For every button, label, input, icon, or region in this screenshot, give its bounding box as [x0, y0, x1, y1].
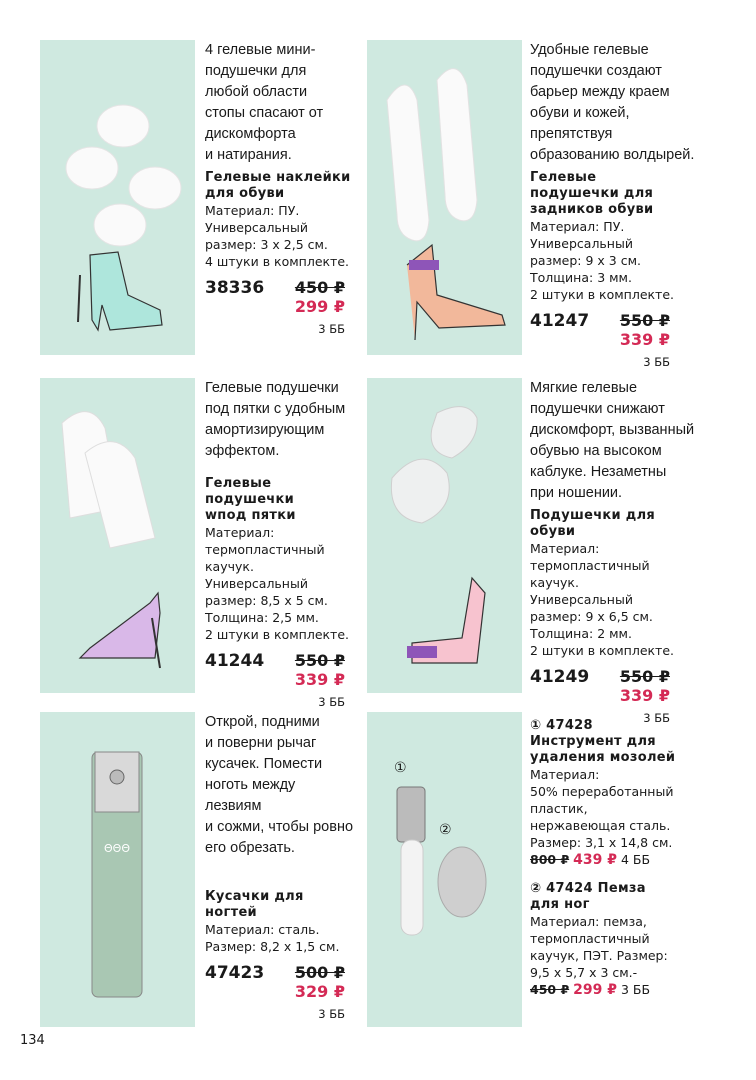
sale-price: 339 ₽	[294, 670, 345, 689]
bonus-points: 3 ББ	[318, 1007, 345, 1021]
product-specs: Материал: ПУ. Универсальный размер: 9 х 3 см. Толщина: 3 мм. 2 штуки в комплекте.	[530, 219, 675, 302]
old-price: 550 ₽	[619, 311, 670, 330]
product-specs: Материал: термопластичный каучук. Универсальный размер: 8,5 х 5 см. Толщина: 2,5 мм. 2 штуки в комплекте.	[205, 525, 350, 642]
product-panel-3	[40, 378, 195, 693]
heel-cushions-illustration	[40, 378, 195, 693]
old-price: 500 ₽	[294, 963, 345, 982]
page-number: 134	[20, 1033, 45, 1048]
product-description: Удобные гелевые подушечки создают барьер между краем обуви и кожей, препятствуя образованию волдырей.	[530, 42, 695, 163]
gel-stickers-illustration	[40, 40, 195, 355]
nail-clipper-illustration	[40, 712, 195, 1027]
product-info-1	[205, 40, 355, 336]
product-code: 41249	[530, 667, 590, 687]
callus-tool-title: ① 47428 Инструмент для удаления мозолей	[530, 718, 676, 765]
marker-2: ②	[439, 822, 452, 838]
sale-price: 339 ₽	[619, 686, 670, 705]
price-row	[530, 311, 670, 349]
bonus-points: 4 ББ	[620, 852, 651, 867]
pumice-title: ② 47424 Пемза для ног	[530, 881, 646, 912]
old-price: 800 ₽	[530, 852, 570, 867]
bonus-points: 3 ББ	[620, 982, 651, 997]
product-code: 41244	[205, 651, 265, 671]
heel-pads-illustration	[367, 40, 522, 355]
product-description: 4 гелевые мини- подушечки для любой области стопы спасают от дискомфорта и натирания.	[205, 42, 324, 163]
product-name: Гелевые наклейки для обуви	[205, 170, 351, 201]
price-row	[205, 963, 345, 1001]
product-info-3	[205, 378, 355, 709]
sale-price: 339 ₽	[619, 330, 670, 349]
product-panel-2	[367, 40, 522, 355]
product-panel-1	[40, 40, 195, 355]
bonus-points: 3 ББ	[643, 355, 670, 369]
product-info-4	[530, 378, 700, 725]
old-price: 550 ₽	[619, 667, 670, 686]
product-info-2	[530, 40, 700, 369]
product-code: 47423	[205, 963, 265, 983]
callus-tool-illustration	[367, 712, 522, 1027]
product-name: Гелевые подушечки для задников обуви	[530, 170, 654, 217]
product-specs: Материал: ПУ. Универсальный размер: 3 х 2,5 см. 4 штуки в комплекте.	[205, 203, 350, 269]
callus-tool-specs: Материал: 50% переработанный пластик, нержавеющая сталь. Размер: 3,1 х 14,8 см.	[530, 767, 674, 850]
old-price: 450 ₽	[294, 278, 345, 297]
product-panel-4	[367, 378, 522, 693]
price-row	[205, 651, 345, 689]
product-description: Открой, подними и поверни рычаг кусачек. Помести ноготь между лезвиям и сожми, чтобы ровно его обрезать.	[205, 714, 354, 856]
bonus-points: 3 ББ	[318, 695, 345, 709]
old-price: 450 ₽	[530, 982, 570, 997]
combo-info	[530, 718, 700, 999]
price-row	[530, 667, 670, 705]
product-description: Гелевые подушечки под пятки с удобным амортизирующим эффектом.	[205, 380, 346, 459]
forefoot-pads-illustration	[367, 378, 522, 693]
clipper-logo: ΘΘΘ	[104, 842, 130, 855]
product-description: Мягкие гелевые подушечки снижают дискомфорт, вызванный обувью на высоком каблуке. Незаметны при ношении.	[530, 380, 695, 501]
product-code: 41247	[530, 311, 590, 331]
marker-1: ①	[394, 760, 407, 776]
price-row	[205, 278, 345, 316]
sale-price: 299 ₽	[573, 982, 617, 998]
sale-price: 329 ₽	[294, 982, 345, 1001]
product-panel-6	[367, 712, 522, 1027]
bonus-points: 3 ББ	[318, 322, 345, 336]
sale-price: 439 ₽	[573, 852, 617, 868]
product-name: Кусачки для ногтей	[205, 889, 304, 920]
sale-price: 299 ₽	[294, 297, 345, 316]
pumice-specs: Материал: пемза, термопластичный каучук, ПЭТ. Размер: 9,5 х 5,7 х 3 см.-	[530, 914, 668, 980]
product-code: 38336	[205, 278, 265, 298]
pumice-price	[530, 981, 700, 999]
product-name: Подушечки для обуви	[530, 508, 656, 539]
product-name: Гелевые подушечки wпод пятки	[205, 476, 296, 523]
product-specs: Материал: термопластичный каучук. Универсальный размер: 9 х 6,5 см. Толщина: 2 мм. 2 штуки в комплекте.	[530, 541, 675, 658]
product-info-5	[205, 712, 355, 1021]
callus-tool-price	[530, 851, 700, 869]
product-panel-5	[40, 712, 195, 1027]
product-specs: Материал: сталь. Размер: 8,2 х 1,5 см.	[205, 922, 340, 954]
bonus-points: 3 ББ	[643, 711, 670, 725]
old-price: 550 ₽	[294, 651, 345, 670]
